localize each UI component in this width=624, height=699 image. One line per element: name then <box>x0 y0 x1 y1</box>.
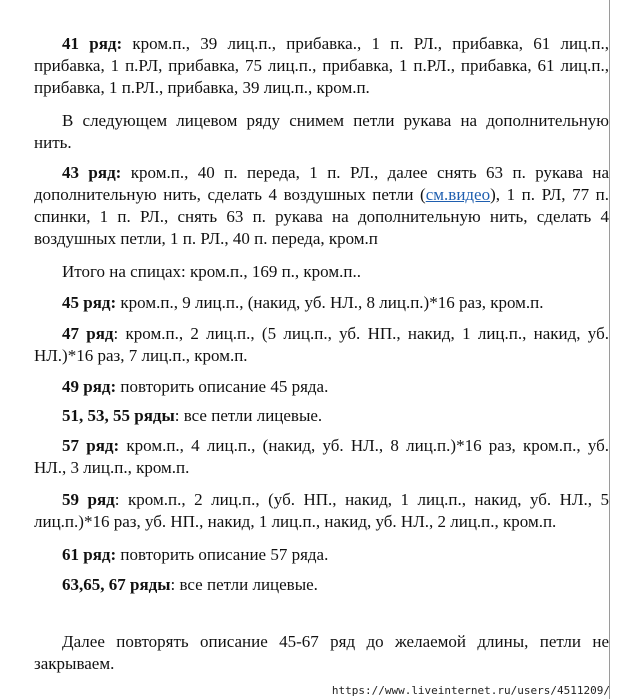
rows-51-55 <box>34 405 609 427</box>
rows-63-67 <box>34 574 609 596</box>
row-47 <box>34 323 609 367</box>
row-61 <box>34 544 609 566</box>
row-text: повторить описание 57 ряда. <box>116 545 329 564</box>
row-text: : все петли лицевые. <box>170 575 318 594</box>
row-label: 63,65, 67 ряды <box>62 575 171 594</box>
row-59 <box>34 489 609 533</box>
row-text: кром.п., 9 лиц.п., (накид, уб. НЛ., 8 лиц.п.)*16 раз, кром.п. <box>116 293 544 312</box>
row-57 <box>34 435 609 479</box>
row-label: 49 ряд: <box>62 377 117 396</box>
row-41 <box>34 33 609 99</box>
total-text: Итого на спицах: кром.п., 169 п., кром.п.. <box>62 262 361 281</box>
row-49 <box>34 376 609 398</box>
row-label: 45 ряд: <box>62 293 117 312</box>
row-text: : кром.п., 2 лиц.п., (5 лиц.п., уб. НП., накид, 1 лиц.п., накид, уб. НЛ.)*16 раз, 7 лиц.п., кром.п. <box>34 324 609 365</box>
row-label: 43 ряд: <box>62 163 122 182</box>
row-label: 51, 53, 55 ряды <box>62 406 175 425</box>
row-label: 61 ряд: <box>62 545 117 564</box>
row-text: кром.п., 39 лиц.п., прибавка., 1 п. РЛ., прибавка, 61 лиц.п., прибавка, 1 п.РЛ, прибавка, 75 лиц.п., прибавка, 1 п.РЛ., прибавка, 61 лиц.п., прибавка, 1 п.РЛ., прибавка, 39 лиц.п., кром.п. <box>34 34 609 97</box>
row-text: кром.п., 4 лиц.п., (накид, уб. НЛ., 8 лиц.п.)*16 раз, кром.п., уб. НЛ., 3 лиц.п., кром.п. <box>34 436 609 477</box>
final-note <box>34 631 609 675</box>
note-text: В следующем лицевом ряду снимем петли рукава на дополнительную нить. <box>34 111 609 152</box>
row-text: : все петли лицевые. <box>174 406 323 425</box>
row-label: 57 ряд: <box>62 436 120 455</box>
row-label: 47 ряд <box>62 324 114 343</box>
note-sleeve <box>34 110 609 154</box>
row-text: : кром.п., 2 лиц.п., (уб. НП., накид, 1 лиц.п., накид, уб. НЛ., 5 лиц.п.)*16 раз, уб. НП., накид, 1 лиц.п., накид, уб. НЛ., 2 лиц.п., кром.п. <box>34 490 609 531</box>
row-text: ), 1 п. РЛ, 77 п. спинки, 1 п. РЛ., снять 63 п. рукава на дополнительную нить, сделать 4 воздушных петли, 1 п. РЛ., 40 п. переда, кром.п <box>34 185 610 248</box>
row-label: 41 ряд: <box>62 34 123 53</box>
total-line <box>34 261 609 283</box>
row-43 <box>34 162 609 250</box>
row-text: повторить описание 45 ряда. <box>116 377 329 396</box>
row-label: 59 ряд <box>62 490 115 509</box>
watermark-url: https://www.liveinternet.ru/users/4511209/ <box>331 684 610 697</box>
row-45 <box>34 292 609 314</box>
row-text: кром.п., 40 п. переда, 1 п. РЛ., далее снять 63 п. рукава на дополнительную нить, сделать 4 воздушных петли ( <box>34 163 609 204</box>
video-link[interactable]: см.видео <box>425 185 491 204</box>
final-text: Далее повторять описание 45-67 ряд до желаемой длины, петли не закрываем. <box>34 632 609 673</box>
